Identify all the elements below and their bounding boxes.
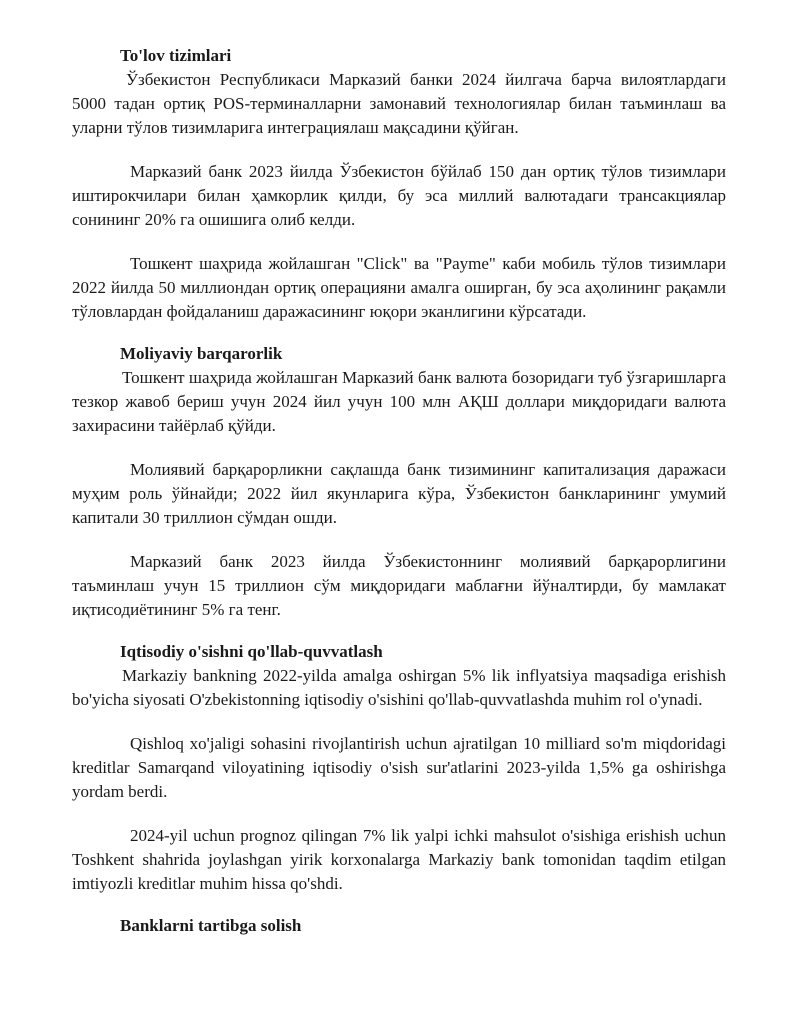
paragraph: Марказий банк 2023 йилда Ўзбекистон бўйлаб 150 дан ортиқ тўлов тизимлари иштирокчилари билан ҳамкорлик қилди, бу эса миллий валютадаги трансакциялар сонининг 20% га ошишига олиб келди. [72, 162, 726, 229]
paragraph: Тошкент шаҳрида жойлашган "Click" ва "Payme" каби мобиль тўлов тизимлари 2022 йилда 50 миллиондан ортиқ операцияни амалга оширган, бу эса аҳолининг рақамли тўловлардан фойдаланиш даражасининг юқори эканлигини кўрсатади. [72, 254, 726, 321]
paragraph: Qishloq xo'jaligi sohasini rivojlantirish uchun ajratilgan 10 milliard so'm miqdoridagi kreditlar Samarqand viloyatining iqtisodiy o'sish sur'atlarini 2023-yilda 1,5% ga oshirishga yordam berdi. [72, 734, 726, 801]
section-moliyaviy-barqarorlik [72, 342, 726, 622]
paragraph: Тошкент шаҳрида жойлашган Марказий банк валюта бозоридаги туб ўзгаришларга тезкор жавоб бериш учун 2024 йил учун 100 млн АҚШ доллари миқдоридаги валюта захирасини тайёрлаб қўйди. [72, 368, 726, 435]
paragraph: Markaziy bankning 2022-yilda amalga oshirgan 5% lik inflyatsiya maqsadiga erishish bo'yicha siyosati O'zbekistonning iqtisodiy o'sishini qo'llab-quvvatlashda muhim rol o'ynadi. [72, 666, 726, 709]
paragraph: 2024-yil uchun prognoz qilingan 7% lik yalpi ichki mahsulot o'sishiga erishish uchun Toshkent shahrida joylashgan yirik korxonalarga Markaziy bank tomonidan taqdim etilgan imtiyozli kreditlar muhim hissa qo'shdi. [72, 826, 726, 893]
paragraph: Марказий банк 2023 йилда Ўзбекистоннинг молиявий барқарорлигини таъминлаш учун 15 триллион сўм миқдоридаги маблағни йўналтирди, бу мамлакат иқтисодиётининг 5% га тенг. [72, 552, 726, 619]
section-tolov-tizimlari [72, 44, 726, 324]
paragraph: Ўзбекистон Республикаси Марказий банки 2024 йилгача барча вилоятлардаги 5000 тадан ортиқ POS-терминалларни замонавий технологиялар билан таъминлаш ва уларни тўлов тизимларига интеграциялаш мақсадини қўйган. [72, 70, 726, 137]
section-heading: Banklarni tartibga solish [120, 916, 302, 935]
section-heading: To'lov tizimlari [120, 46, 232, 65]
section-heading: Moliyaviy barqarorlik [120, 344, 283, 363]
document-page [72, 44, 726, 938]
section-iqtisodiy-osish [72, 640, 726, 896]
paragraph: Молиявий барқарорликни сақлашда банк тизимининг капитализация даражаси муҳим роль ўйнайди; 2022 йил якунларига кўра, Ўзбекистон банкларининг умумий капитали 30 триллион сўмдан ошди. [72, 460, 726, 527]
section-heading: Iqtisodiy o'sishni qo'llab-quvvatlash [120, 642, 383, 661]
section-banklarni-tartibga-solish [72, 914, 726, 938]
